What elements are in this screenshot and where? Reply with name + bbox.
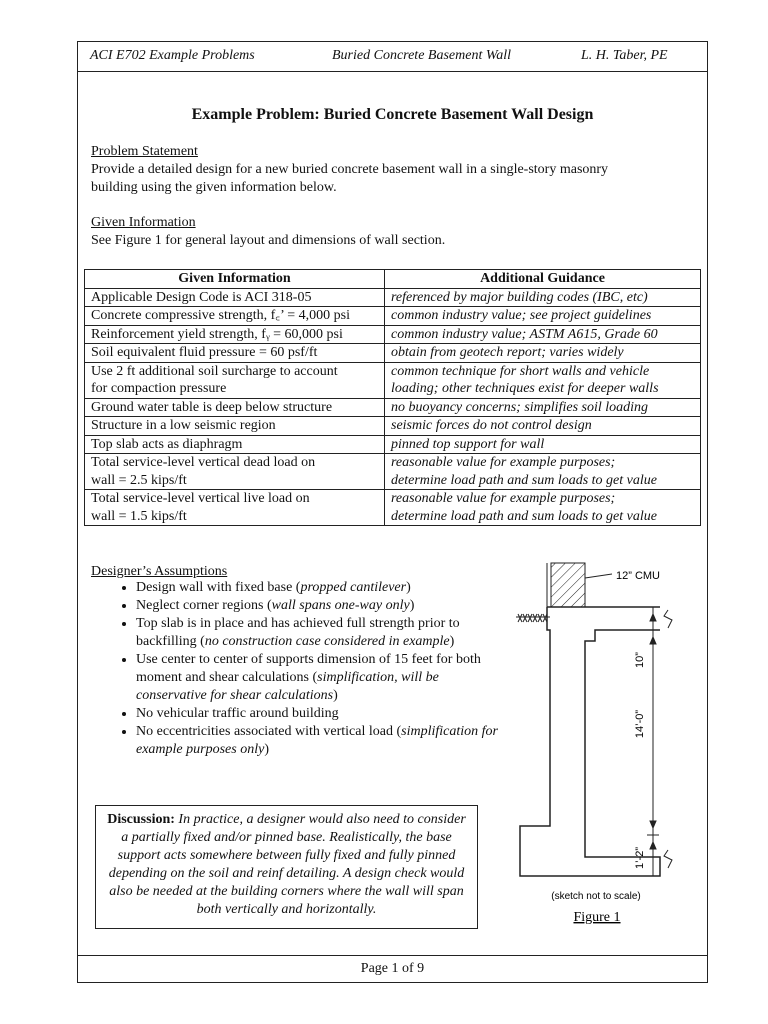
given-cell xyxy=(85,490,385,526)
cmu-label: 12” CMU xyxy=(616,570,661,582)
guidance-cell-text-2: loading; other techniques exist for deeper walls xyxy=(391,381,659,396)
guidance-cell-text-2: determine load path and sum loads to get value xyxy=(391,472,657,488)
table-row xyxy=(85,344,701,363)
given-cell xyxy=(85,417,385,436)
assumption-tail: ) xyxy=(264,742,269,757)
given-cell-text-2: wall = 2.5 kips/ft xyxy=(91,472,187,488)
guidance-cell xyxy=(385,325,701,344)
guidance-cell xyxy=(385,417,701,436)
assumption-tail: ) xyxy=(409,598,415,613)
given-cell xyxy=(85,454,385,490)
grade-soil-hatch xyxy=(516,614,550,622)
table-row xyxy=(85,325,701,344)
guidance-cell-text: reasonable value for example purposes; xyxy=(391,455,616,470)
given-text: See Figure 1 for general layout and dimensions of wall section. xyxy=(91,233,446,248)
assumption-tail: ) xyxy=(449,634,455,649)
assumption-text: Neglect corner regions ( xyxy=(136,598,272,613)
problem-line-2: building using the given information below. xyxy=(91,180,337,195)
given-cell-text: Use 2 ft additional soil surcharge to account xyxy=(91,363,338,379)
guidance-cell xyxy=(385,344,701,363)
table-row xyxy=(85,398,701,417)
assumption-em: wall spans one-way only xyxy=(271,598,410,613)
assumption-tail: ) xyxy=(333,688,338,703)
given-cell-text: Total service-level vertical dead load on xyxy=(91,455,316,470)
given-cell xyxy=(85,307,385,326)
dim-top-label: 10” xyxy=(634,652,646,668)
assumption-text: Design wall with fixed base ( xyxy=(136,580,301,595)
discussion-text: In practice, a designer would also need to consider a partially fixed and/or pinned base. Realistically, the base support acts somewhere between fully fixed and fully pinned depending on the soil and reinf detailing. A design check would also be needed at the building corners where the wall will span both vertically and horizontally. xyxy=(108,812,466,917)
guidance-cell-text: reasonable value for example purposes; xyxy=(391,491,616,506)
problem-heading: Problem Statement xyxy=(91,144,198,159)
table-header-given: Given Information xyxy=(85,270,385,289)
given-cell xyxy=(85,362,385,398)
wall-section-figure xyxy=(430,510,695,930)
guidance-cell xyxy=(385,307,701,326)
guidance-cell xyxy=(385,398,701,417)
table-header-guidance: Additional Guidance xyxy=(385,270,701,289)
concrete-wall-outline xyxy=(520,607,660,876)
given-cell-text: Soil equivalent fluid pressure = 60 psf/ft xyxy=(91,345,318,360)
given-cell xyxy=(85,398,385,417)
assumption-tail: ) xyxy=(406,580,411,595)
discussion-label: Discussion: xyxy=(107,812,175,827)
guidance-cell xyxy=(385,288,701,307)
cmu-wall xyxy=(547,563,585,607)
guidance-cell-text-2: determine load path and sum loads to get value xyxy=(391,508,657,524)
given-cell-text: Top slab acts as diaphragm xyxy=(91,436,243,452)
table-row xyxy=(85,417,701,436)
dimension-line xyxy=(647,607,659,876)
table-row xyxy=(85,307,701,326)
assumption-em: simplification, will be conservative for shear calculations xyxy=(136,670,439,703)
assumption-text: No vehicular traffic around building xyxy=(136,706,339,721)
given-cell-text: Total service-level vertical live load on xyxy=(91,491,310,506)
given-heading: Given Information xyxy=(91,215,196,230)
guidance-cell-text: obtain from geotech report; varies widely xyxy=(391,345,624,360)
break-marks xyxy=(664,610,672,868)
guidance-cell-text: common industry value; see project guidelines xyxy=(391,308,652,323)
header-center: Buried Concrete Basement Wall xyxy=(332,48,511,63)
given-table xyxy=(84,269,701,526)
header-right: L. H. Taber, PE xyxy=(581,48,668,63)
guidance-cell-text: common industry value; ASTM A615, Grade 60 xyxy=(391,326,658,342)
assumption-em: propped cantilever xyxy=(300,580,407,595)
given-cell-text: Reinforcement yield strength, fᵧ = 60,000 psi xyxy=(91,326,343,342)
figure-note: (sketch not to scale) xyxy=(551,891,641,902)
assumption-em: simplification for example purposes only xyxy=(136,724,498,757)
problem-line-1: Provide a detailed design for a new buried concrete basement wall in a single-story masonry xyxy=(91,162,609,177)
table-row xyxy=(85,435,701,454)
dim-bottom-label: 1’-2” xyxy=(634,846,646,870)
guidance-cell-text: no buoyancy concerns; simplifies soil loading xyxy=(391,399,649,415)
table-row xyxy=(85,454,701,490)
guidance-cell-text: common technique for short walls and vehicle xyxy=(391,363,650,379)
problem-section xyxy=(91,143,691,197)
page-title: Example Problem: Buried Concrete Basement Wall Design xyxy=(191,106,594,123)
guidance-cell-text: seismic forces do not control design xyxy=(391,418,592,433)
given-cell-text: Ground water table is deep below structure xyxy=(91,399,333,415)
table-row xyxy=(85,362,701,398)
guidance-cell-text: referenced by major building codes (IBC, etc) xyxy=(391,289,648,305)
table-row xyxy=(85,288,701,307)
assumption-text: Top slab is in place and has achieved full strength prior to backfilling ( xyxy=(136,616,460,649)
guidance-cell xyxy=(385,362,701,398)
cmu-leader-line xyxy=(585,574,612,578)
header-left: ACI E702 Example Problems xyxy=(90,48,255,63)
given-cell-text-2: wall = 1.5 kips/ft xyxy=(91,508,187,524)
given-cell-text: Concrete compressive strength, f꜀’ = 4,000 psi xyxy=(91,308,350,323)
assumption-text: No eccentricities associated with vertical load ( xyxy=(136,724,402,739)
page-footer: Page 1 of 9 xyxy=(78,955,707,982)
given-cell xyxy=(85,435,385,454)
assumption-em: no construction case considered in example xyxy=(204,634,450,649)
given-section xyxy=(91,214,691,250)
given-cell xyxy=(85,344,385,363)
assumption-text: Use center to center of supports dimension of 15 feet for both moment and shear calculations ( xyxy=(136,652,481,685)
given-cell xyxy=(85,288,385,307)
assumptions-heading: Designer’s Assumptions xyxy=(91,564,228,579)
given-cell xyxy=(85,325,385,344)
page-header xyxy=(78,42,707,72)
given-cell-text: Structure in a low seismic region xyxy=(91,418,276,433)
given-cell-text: Applicable Design Code is ACI 318-05 xyxy=(91,289,312,305)
discussion-box xyxy=(95,805,478,929)
given-cell-text-2: for compaction pressure xyxy=(91,381,227,396)
guidance-cell-text: pinned top support for wall xyxy=(391,436,545,452)
dim-mid-label: 14’-0” xyxy=(634,709,646,739)
guidance-cell xyxy=(385,435,701,454)
guidance-cell xyxy=(385,454,701,490)
figure-caption: Figure 1 xyxy=(573,910,621,925)
